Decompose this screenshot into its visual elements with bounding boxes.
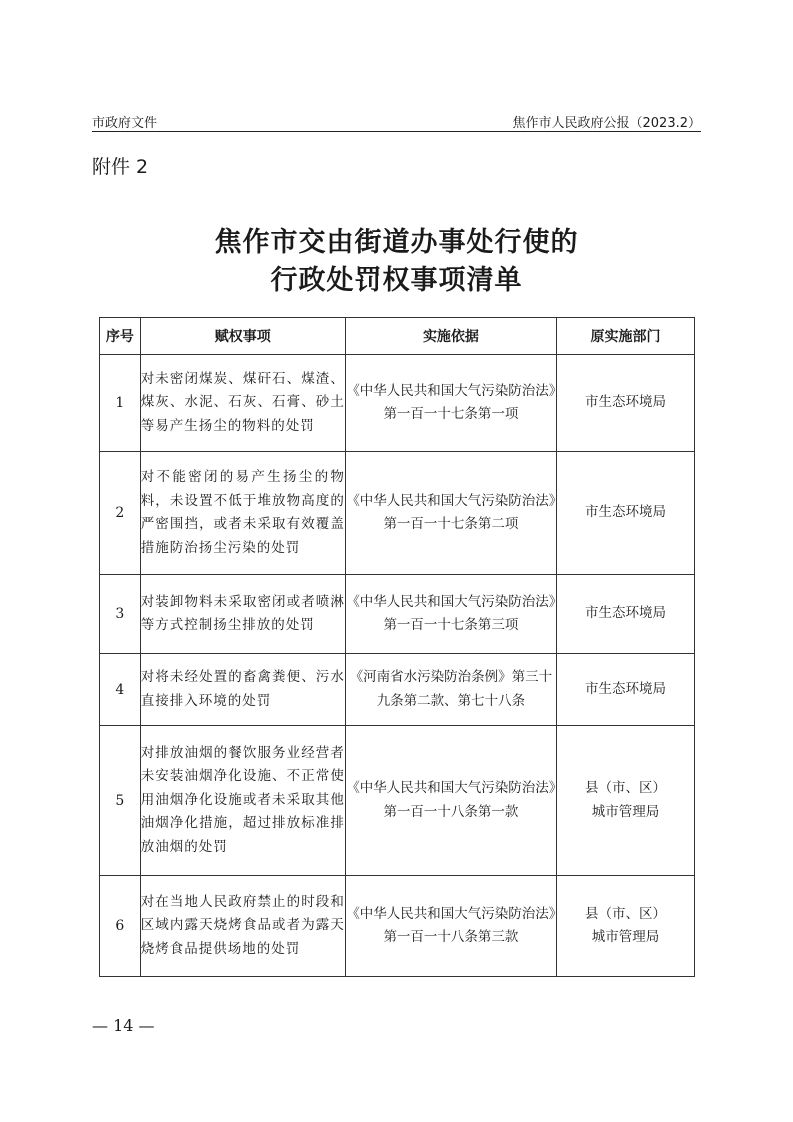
penalty-items-table: [99, 317, 695, 977]
table-row: [100, 452, 695, 575]
page-header: [92, 108, 701, 132]
header-section-label: 市政府文件: [92, 116, 158, 131]
table-row: [100, 654, 695, 726]
title-line-2: 行政处罚权事项清单: [270, 265, 523, 296]
row-basis: 《中华人民共和国大气污染防治法》第一百一十七条第二项: [345, 452, 556, 575]
col-header-item: 赋权事项: [140, 318, 345, 355]
row-basis: 《中华人民共和国大气污染防治法》第一百一十七条第一项: [345, 355, 556, 452]
department-line-2: 城市管理局: [591, 803, 660, 820]
row-department: 市生态环境局: [556, 355, 694, 452]
page-number: — 14 —: [92, 1016, 155, 1035]
row-number: 4: [100, 654, 141, 726]
row-basis: 《中华人民共和国大气污染防治法》第一百一十八条第一款: [345, 726, 556, 876]
col-header-number: 序号: [100, 318, 141, 355]
row-item: 对将未经处置的畜禽粪便、污水直接排入环境的处罚: [140, 654, 345, 726]
table-row: [100, 355, 695, 452]
department-line-1: 县（市、区）: [584, 780, 666, 796]
row-number: 3: [100, 575, 141, 654]
row-number: 1: [100, 355, 141, 452]
row-basis: 《中华人民共和国大气污染防治法》第一百一十七条第三项: [345, 575, 556, 654]
row-item: 对不能密闭的易产生扬尘的物料，未设置不低于堆放物高度的严密围挡，或者未采取有效覆盖措施防治扬尘污染的处罚: [140, 452, 345, 575]
col-header-department: 原实施部门: [556, 318, 694, 355]
header-publication-label: 焦作市人民政府公报（2023.2）: [512, 116, 701, 131]
row-number: 5: [100, 726, 141, 876]
table-row: [100, 876, 695, 977]
row-department: [556, 726, 694, 876]
col-header-basis: 实施依据: [345, 318, 556, 355]
row-basis: 《中华人民共和国大气污染防治法》第一百一十八条第三款: [345, 876, 556, 977]
row-number: 6: [100, 876, 141, 977]
row-item: 对排放油烟的餐饮服务业经营者未安装油烟净化设施、不正常使用油烟净化设施或者未采取其他油烟净化措施，超过排放标准排放油烟的处罚: [140, 726, 345, 876]
document-title: [92, 224, 701, 300]
row-item: 对装卸物料未采取密闭或者喷淋等方式控制扬尘排放的处罚: [140, 575, 345, 654]
row-department: 市生态环境局: [556, 654, 694, 726]
table-row: [100, 726, 695, 876]
row-department: 市生态环境局: [556, 452, 694, 575]
department-line-2: 城市管理局: [591, 929, 660, 945]
table-row: [100, 575, 695, 654]
header-rule: [92, 131, 701, 132]
department-line-1: 县（市、区）: [584, 905, 666, 922]
row-basis: 《河南省水污染防治条例》第三十九条第二款、第七十八条: [345, 654, 556, 726]
row-number: 2: [100, 452, 141, 575]
attachment-label: 附件 2: [92, 156, 149, 178]
row-item: 对在当地人民政府禁止的时段和区域内露天烧烤食品或者为露天烧烤食品提供场地的处罚: [140, 876, 345, 977]
table-header-row: [100, 318, 695, 355]
row-item: 对未密闭煤炭、煤矸石、煤渣、煤灰、水泥、石灰、石膏、砂土等易产生扬尘的物料的处罚: [140, 355, 345, 452]
row-department: 市生态环境局: [556, 575, 694, 654]
title-line-1: 焦作市交由街道办事处行使的: [214, 227, 579, 258]
row-department: [556, 876, 694, 977]
